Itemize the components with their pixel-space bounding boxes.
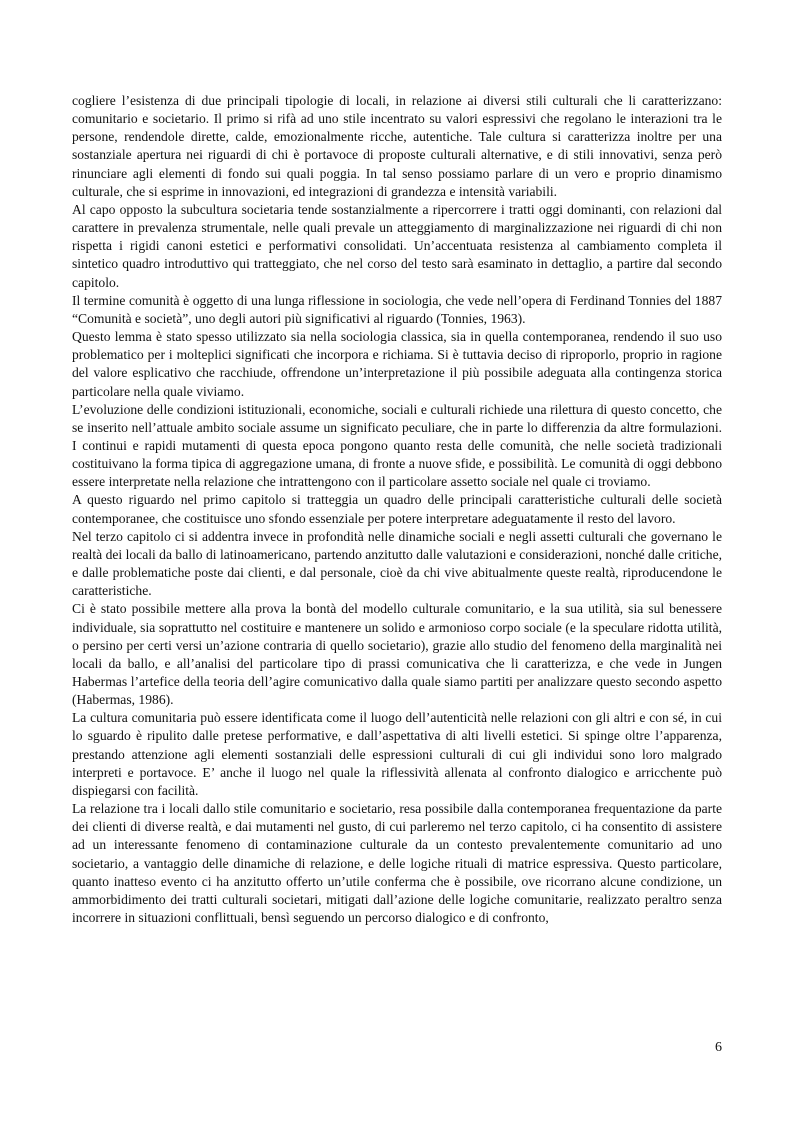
paragraph-6: A questo riguardo nel primo capitolo si tratteggia un quadro delle principali caratteristiche culturali delle società contemporanee, che costituisce uno sfondo essenziale per potere interpretare adeguatamente il resto del lavoro. [72, 492, 722, 526]
paragraph-9: La cultura comunitaria può essere identificata come il luogo dell’autenticità nelle relazioni con gli altri e con sé, in cui lo sguardo è ripulito dalle pretese performative, e dall’aspettativa di alti livelli estetici. Si spinge oltre l’apparenza, prestando attenzione agli elementi sostanziali delle espressioni culturali di cui gli individui sono loro malgrado interpreti e portavoce. E’ anche il luogo nel quale la riflessività allenata al confronto dialogico e arricchente può dispiegarsi con facilità. [72, 710, 722, 798]
paragraph-5: L’evoluzione delle condizioni istituzionali, economiche, sociali e culturali richiede una rilettura di questo concetto, che se inserito nell’attuale ambito sociale assume un significato peculiare, che in parte lo differenzia da altre formulazioni. I continui e rapidi mutamenti di questa epoca pongono quanto resta delle comunità, che nelle società tradizionali costituivano la forma tipica di aggregazione umana, di fronte a nuove sfide, e possibilità. Le comunità di oggi debbono essere interpretate nella relazione che intrattengono con il particolare assetto sociale nel quale ci troviamo. [72, 401, 722, 490]
page-number: 6 [715, 1040, 722, 1055]
paragraph-3: Il termine comunità è oggetto di una lunga riflessione in sociologia, che vede nell’opera di Ferdinand Tonnies del 1887 “Comunità e società”, uno degli autori più significativi al riguardo (Tonnies, 1963). [72, 292, 722, 326]
paragraph-10: La relazione tra i locali dallo stile comunitario e societario, resa possibile dalla contemporanea frequentazione da parte dei clienti di diverse realtà, e dai mutamenti nel gusto, di cui parleremo nel terzo capitolo, ci ha consentito di assistere ad un interessante fenomeno di contaminazione culturale da un contesto prevalentemente comunitario ad uno societario, a vantaggio delle dinamiche di relazione, e delle logiche rituali di matrice espressiva. Questo particolare, quanto inatteso evento ci ha anzitutto offerto un’utile conferma che è possibile, ove ricorrano alcune condizione, un ammorbidimento dei tratti culturali societari, mitigati dall’azione delle logiche comunitarie, realizzato peraltro senza incorrere in situazioni conflittuali, bensì seguendo un percorso dialogico e di confronto, [72, 801, 722, 926]
paragraph-7: Nel terzo capitolo ci si addentra invece in profondità nelle dinamiche sociali e negli assetti culturali che governano le realtà dei locali da ballo di latinoamericano, partendo anzitutto dalle valutazioni e considerazioni, nonché dalle critiche, e dalle problematiche poste dai clienti, e dal personale, cioè da chi vive abitualmente queste realtà, riproducendone le caratteristiche. [72, 528, 722, 599]
paragraph-2: Al capo opposto la subcultura societaria tende sostanzialmente a ripercorrere i tratti oggi dominanti, con relazioni dal carattere in prevalenza strumentale, nelle quali prevale un atteggiamento di marginalizzazione nei riguardi di chi non rispetta i rigidi canoni estetici e performativi consolidati. Un’accentuata resistenza al cambiamento completa il sintetico quadro introduttivo qui tratteggiato, che nel corso del testo sarà esaminato in dettaglio, a partire dal secondo capitolo. [72, 201, 722, 290]
paragraph-8: Ci è stato possibile mettere alla prova la bontà del modello culturale comunitario, e la sua utilità, sia sul benessere individuale, sia soprattutto nel costituire e mantenere un solido e armonioso corpo sociale (e la speculare ridotta utilità, o persino per certi versi un’azione contraria di quello societario), grazie allo studio del fenomeno della marginalità nei locali da ballo, e all’analisi del particolare tipo di prassi comunicativa che li caratterizza, e che vede in Jungen Habermas l’artefice della teoria dell’agire comunicativo dalla quale siamo partiti per analizzare questo secondo aspetto (Habermas, 1986). [72, 601, 722, 708]
paragraph-4: Questo lemma è stato spesso utilizzato sia nella sociologia classica, sia in quella contemporanea, rendendo il suo uso problematico per i molteplici significati che incorpora e richiama. Si è tuttavia deciso di riproporlo, proprio in ragione del valore esplicativo che racchiude, offrendone un’interpretazione il più possibile adeguata alla contingenza storica particolare nella quale viviamo. [72, 329, 722, 399]
document-body [72, 92, 722, 927]
paragraph-1: cogliere l’esistenza di due principali tipologie di locali, in relazione ai diversi stili culturali che li caratterizzano: comunitario e societario. Il primo si rifà ad uno stile incentrato su valori espressivi che regolano le interazioni tra le persone, rendendole dirette, calde, emozionalmente ricche, autentiche. Tale cultura si caratterizza inoltre per una sostanziale apertura nei riguardi di chi è portavoce di proposte culturali alternative, e di stili innovativi, senza però rinunciare agli elementi di fondo sui quali poggia. In tal senso possiamo parlare di un vero e proprio dinamismo culturale, che si esprime in innovazioni, ed integrazioni di grandezza e intensità variabili. [72, 93, 722, 199]
